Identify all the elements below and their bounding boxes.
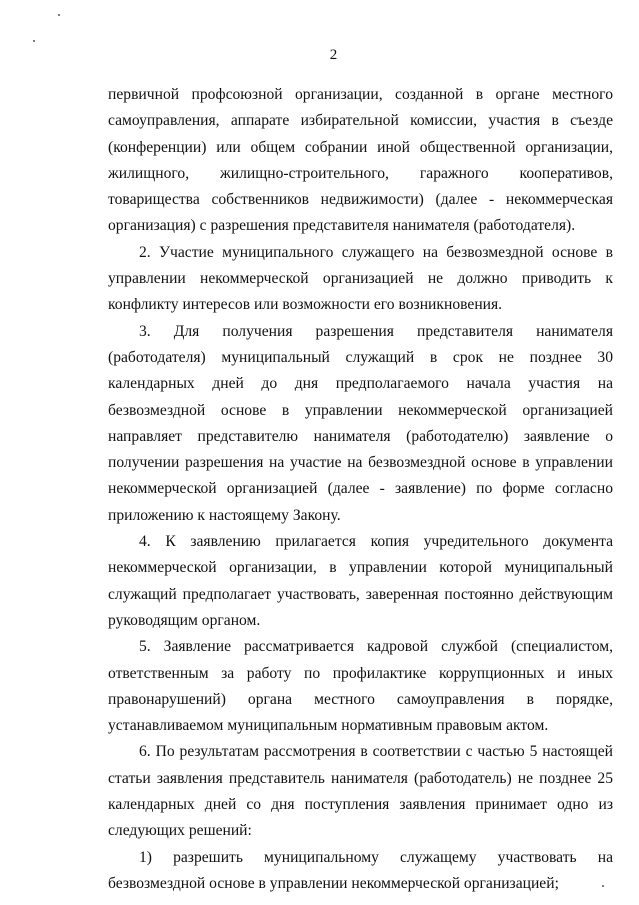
document-body <box>108 82 613 897</box>
page-number: 2 <box>329 47 338 63</box>
paragraph-6: 6. По результатам рассмотрения в соответствии с частью 5 настоящей статьи заявления представитель нанимателя (работодатель) не позднее 25 календарных дней со дня поступления заявления принимает одно из следующих решений: <box>108 743 613 840</box>
paragraph-continuation: первичной профсоюзной организации, созданной в органе местного самоуправления, аппарате избирательной комиссии, участия в съезде (конференции) или общем собрании иной общественной организации, жилищного, жилищно-строительного, гаражного кооперативов, товарищества собственников недвижимости) (далее - некоммерческая организация) с разрешения представителя нанимателя (работодателя). <box>108 86 613 235</box>
paragraph-3: 3. Для получения разрешения представителя нанимателя (работодателя) муниципальный служащий в срок не позднее 30 календарных дней до дня предполагаемого начала участия на безвозмездной основе в управлении некоммерческой организацией направляет представителю нанимателя (работодателю) заявление о получении разрешения на участие на безвозмездной основе в управлении некоммерческой организацией (далее - заявление) по форме согласно приложению к настоящему Закону. <box>108 322 613 524</box>
paragraph-4: 4. К заявлению прилагается копия учредительного документа некоммерческой организации, в управлении которой муниципальный служащий предполагает участвовать, заверенная постоянно действующим руководящим органом. <box>108 533 613 629</box>
scan-speck <box>33 40 35 42</box>
paragraph-5: 5. Заявление рассматривается кадровой службой (специалистом, ответственным за работу по профилактике коррупционных и иных правонарушений) органа местного самоуправления в порядке, устанавливаемом муниципальным нормативным правовым актом. <box>108 638 613 735</box>
scan-speck <box>58 14 60 16</box>
paragraph-6-item-1: 1) разрешить муниципальному служащему участвовать на безвозмездной основе в управлении некоммерческой организацией; <box>108 848 613 892</box>
paragraph-2: 2. Участие муниципального служащего на безвозмездной основе в управлении некоммерческой организацией не должно приводить к конфликту интересов или возможности его возникновения. <box>108 243 613 314</box>
